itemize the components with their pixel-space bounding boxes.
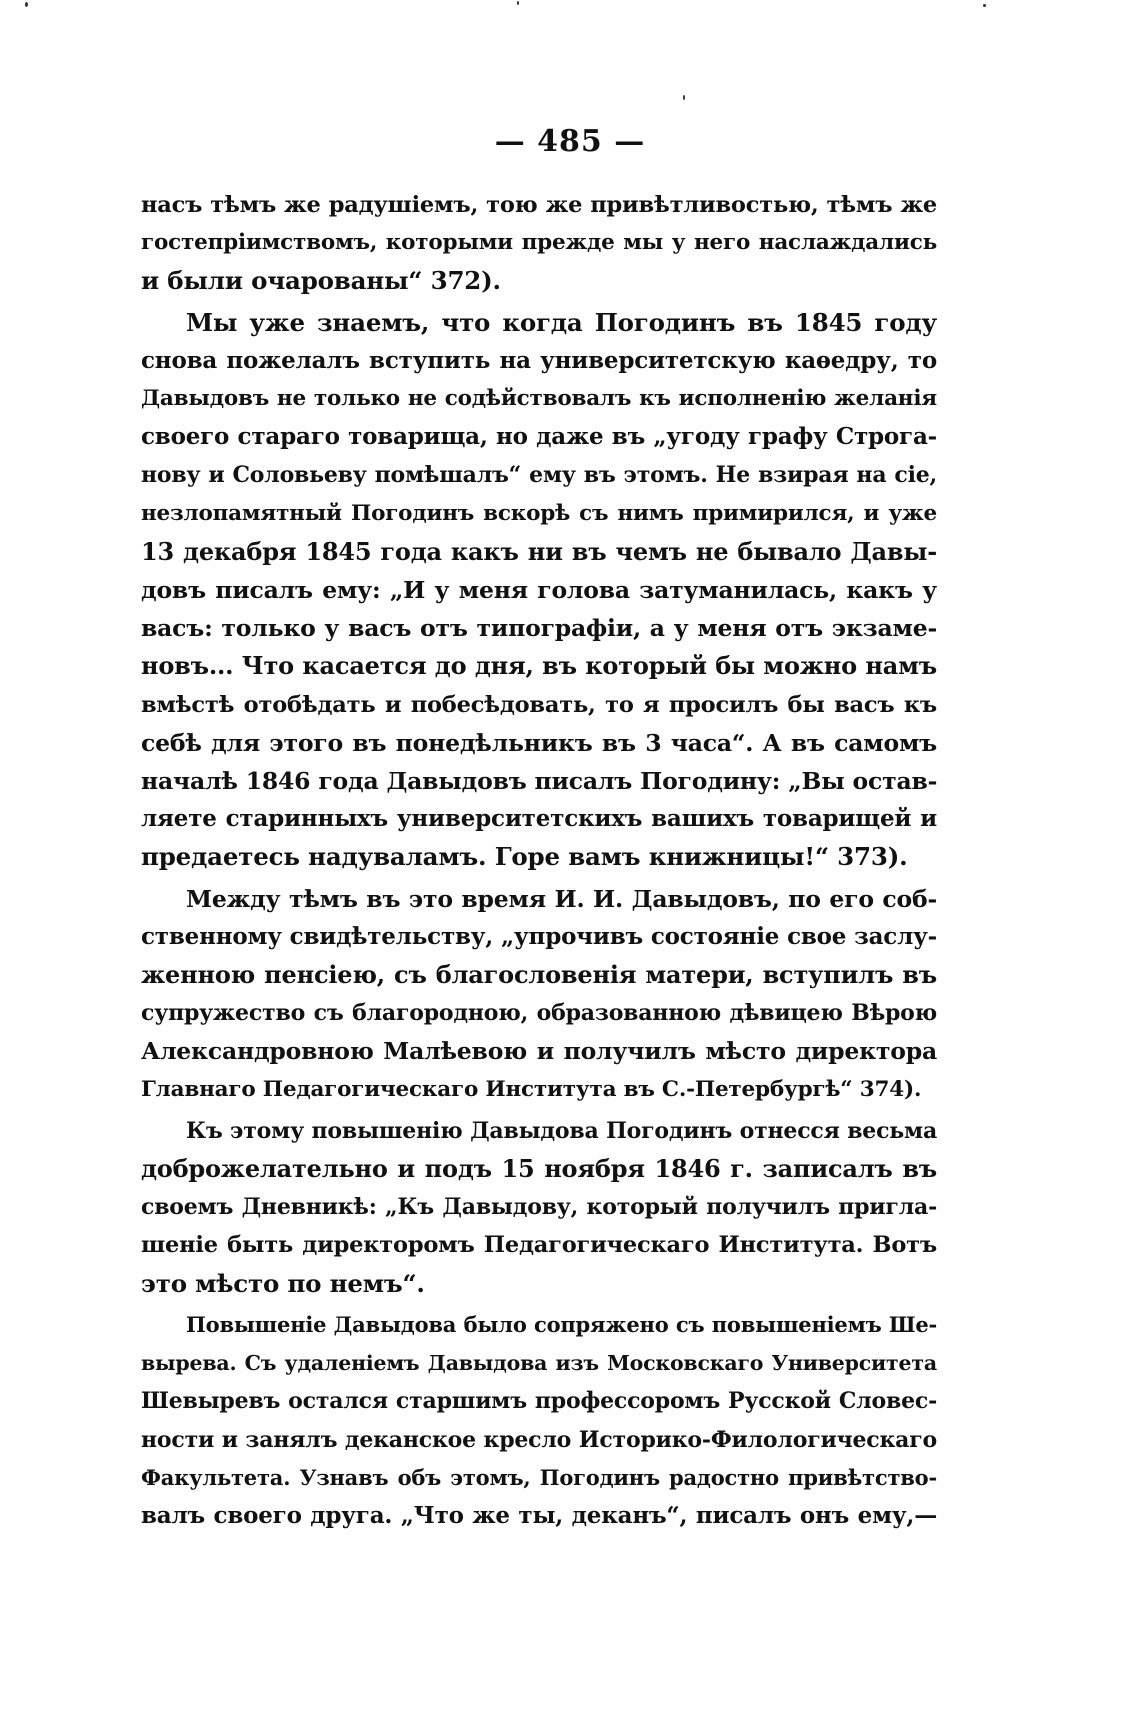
scan-speck <box>683 95 685 100</box>
text-line: это мѣсто по немъ“. <box>141 1268 425 1298</box>
scan-speck <box>25 2 28 7</box>
text-line: Давыдовъ не только не содѣйствовалъ къ исполненію желанія <box>141 386 937 412</box>
text-line: женною пенсіею, съ благословенія матери, вступилъ въ <box>141 960 937 990</box>
scan-speck <box>983 4 986 7</box>
text-line: шеніе быть директоромъ Педагогическаго Института. Вотъ <box>141 1232 937 1259</box>
text-line: 13 декабря 1845 года какъ ни въ чемъ не бывало Давы- <box>141 536 937 566</box>
text-line: предаетесь надуваламъ. Горе вамъ книжницы!“ 373). <box>141 842 908 872</box>
text-line: ственному свидѣтельству, „упрочивъ состояніе свое заслу- <box>141 922 937 950</box>
text-line: вмѣстѣ отобѣдать и побесѣдовать, то я просилъ бы васъ къ <box>141 691 937 718</box>
text-line: Главнаго Педагогическаго Института въ С.-Петербургѣ“ 374). <box>141 1076 922 1102</box>
paragraph <box>141 1306 937 1535</box>
text-line: васъ: только у васъ отъ типографіи, а у меня отъ экзаме- <box>141 614 937 643</box>
text-line: новъ... Что касается до дня, въ который бы можно намъ <box>141 651 937 681</box>
text-line: Къ этому повышенію Давыдова Погодинъ отнесся весьма <box>186 1117 937 1144</box>
text-line: валъ своего друга. „Что же ты, деканъ“, писалъ онъ ему,— <box>141 1501 937 1529</box>
paragraph <box>141 186 937 301</box>
text-line: Факультета. Узнавъ объ этомъ, Погодинъ радостно привѣтство- <box>141 1464 937 1490</box>
paragraph <box>141 1112 937 1303</box>
body-text <box>141 186 937 1535</box>
text-line: себѣ для этого въ понедѣльникъ въ 3 часа“. А въ самомъ <box>141 728 937 757</box>
text-line: незлопамятный Погодинъ вскорѣ съ нимъ примирился, и уже <box>141 500 937 526</box>
page-number: — 485 — <box>494 124 646 159</box>
text-line: Повышеніе Давыдова было сопряжено съ повышеніемъ Ше- <box>186 1311 937 1337</box>
text-line: Между тѣмъ въ это время И. И. Давыдовъ, по его соб- <box>186 884 937 913</box>
text-line: началѣ 1846 года Давыдовъ писалъ Погодину: „Вы остав- <box>141 767 938 796</box>
text-line: и были очарованы“ 372). <box>141 266 501 296</box>
paragraph <box>141 880 937 1109</box>
text-line: доброжелательно и подъ 15 ноября 1846 г. записалъ въ <box>141 1154 937 1184</box>
text-line: гостепріимствомъ, которыми прежде мы у него наслаждались <box>141 230 937 256</box>
text-line: ляете старинныхъ университетскихъ вашихъ товарищей и <box>141 805 937 833</box>
text-line: своемъ Дневникѣ: „Къ Давыдову, который получилъ пригла- <box>141 1194 937 1221</box>
scan-speck <box>517 1 519 5</box>
text-line: вырева. Съ удаленіемъ Давыдова изъ Московскаго Университета <box>141 1351 937 1376</box>
text-line: ности и занялъ деканское кресло Историко-Филологическаго <box>141 1426 937 1453</box>
text-line: Мы уже знаемъ, что когда Погодинъ въ 1845 году <box>186 307 937 337</box>
text-line: Александровною Малѣевою и получилъ мѣсто директора <box>141 1037 937 1066</box>
text-line: насъ тѣмъ же радушіемъ, тою же привѣтливостью, тѣмъ же <box>141 192 937 218</box>
text-line: нову и Соловьеву помѣшалъ“ ему въ этомъ. Не взирая на сіе, <box>141 462 937 489</box>
text-line: Шевыревъ остался старшимъ профессоромъ Русской Словес- <box>141 1388 937 1415</box>
text-line: своего стараго товарища, но даже въ „угоду графу Строга- <box>141 423 937 451</box>
paragraph <box>141 304 937 877</box>
text-line: супружество съ благородною, образованною дѣвицею Вѣрою <box>141 1000 937 1027</box>
text-line: снова пожелалъ вступить на университетскую каѳедру, то <box>141 346 937 374</box>
text-line: довъ писалъ ему: „И у меня голова затуманилась, какъ у <box>141 576 937 605</box>
